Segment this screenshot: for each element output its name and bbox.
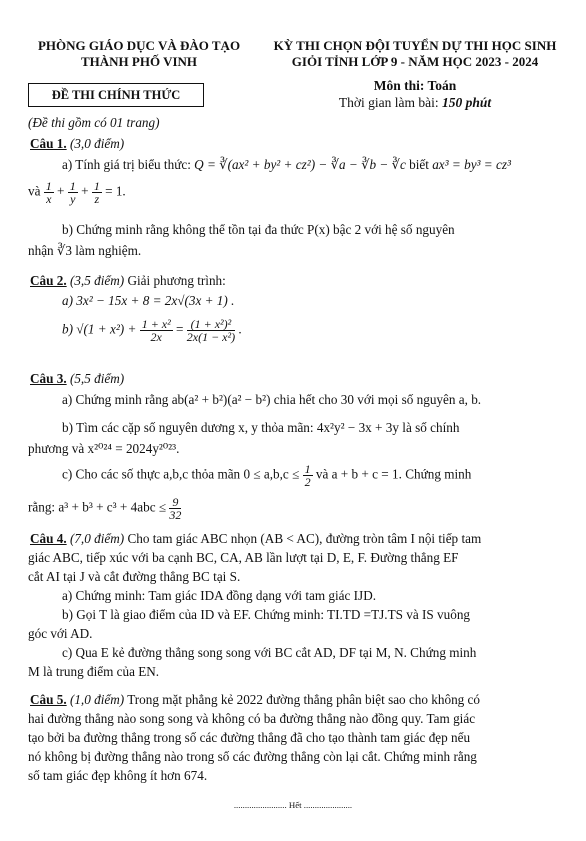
q3-b-line1: b) Tìm các cặp số nguyên dương x, y thỏa mãn: 4x²y² − 3x + 3y là số chính (62, 420, 460, 435)
frac-1-over-y: $\frac{1}{y}$ (69, 179, 76, 206)
q1-a-equals: = 1. (105, 183, 126, 199)
q3-c-bound: $\frac{9}{32}$ (169, 495, 182, 522)
time-line (250, 94, 580, 111)
q5-points: (1,0 điểm) (69, 692, 125, 707)
q2-part-a: a) 3x² − 15x + 8 = 2x√(3x + 1) . (62, 293, 235, 308)
q4-points: (7,0 điểm) (69, 531, 125, 546)
q5-line4: nó không bị đường thẳng nào trong số các đường thẳng còn lại cắt. Chứng minh rằng (28, 749, 477, 764)
exam-title-line-2: GIỎI TỈNH LỚP 9 - NĂM HỌC 2023 - 2024 (291, 54, 539, 69)
q1-b-line1: b) Chứng minh rằng không thể tồn tại đa thức P(x) bậc 2 với hệ số nguyên (62, 222, 455, 237)
q1-title: Câu 1. (30, 136, 67, 151)
q5-line1-text: Trong mặt phẳng kẻ 2022 đường thẳng phân biệt sao cho không có (127, 692, 481, 707)
official-exam-box: ĐỀ THI CHÍNH THỨC (28, 83, 204, 107)
q4-title: Câu 4. (30, 531, 67, 546)
q1-part-a-line2: và $\frac{1}{x}$ + $\frac{1}{y}$ + $\frac{1}{z}$ = 1. (28, 179, 126, 206)
q4-line1-text: Cho tam giác ABC nhọn (AB < AC), đường tròn tâm I nội tiếp tam (127, 531, 482, 546)
q4-c-line2: M là trung điểm của EN. (28, 664, 160, 679)
q3-b-line2: phương và x²⁰²⁴ = 2024y²⁰²³. (28, 441, 180, 456)
q4-line2: giác ABC, tiếp xúc với ba cạnh BC, CA, AB lần lượt tại D, E, F. Đường thẳng EF (28, 550, 459, 565)
exam-title (250, 38, 580, 70)
q3-c-suffix: và a + b + c = 1. Chứng minh (315, 466, 472, 482)
q4-line1 (30, 529, 481, 548)
q1-a-condition: ax³ = by³ = cz³ (432, 157, 511, 172)
q2-b-fraction-1: $\frac{\text{1 + x²}}{2x}$ (141, 317, 171, 344)
q5-line5: số tam giác đẹp không ít hơn 674. (28, 768, 208, 783)
q3-c-inequality: rằng: a³ + b³ + c³ + 4abc ≤ (28, 499, 167, 515)
q3-c-half: $\frac{1}{2}$ (304, 462, 311, 489)
q2-b-prefix: b) √(1 + x²) + (62, 321, 137, 337)
q3-heading (30, 369, 124, 388)
q2-part-b: b) √(1 + x²) + $\frac{\text{1 + x²}}{2x}$ = $\frac{\text{(1 + x²)²}}{\text{2x(1 − x²)}}$ . (62, 317, 242, 344)
time-value: 150 phút (441, 95, 492, 110)
q4-b-line2: góc với AD. (28, 626, 93, 641)
department-name (18, 38, 260, 70)
q4-b-line1: b) Gọi T là giao điểm của ID và EF. Chứng minh: TI.TD =TJ.TS và IS vuông (62, 607, 471, 622)
exam-title-line-1: KỲ THI CHỌN ĐỘI TUYỂN DỰ THI HỌC SINH (273, 38, 557, 53)
q1-a-prefix: a) Tính giá trị biểu thức: (62, 157, 191, 172)
q1-part-a (62, 155, 511, 174)
q1-points: (3,0 điểm) (69, 136, 125, 151)
department-line-2: THÀNH PHỐ VINH (80, 54, 198, 69)
q1-b-line2: nhận ∛3 làm nghiệm. (28, 243, 142, 258)
q2-title: Câu 2. (30, 273, 67, 288)
department-line-1: PHÒNG GIÁO DỤC VÀ ĐÀO TẠO (37, 38, 241, 53)
q4-line3: cắt AI tại J và cắt đường thẳng BC tại S. (28, 569, 241, 584)
q1-a-expression: Q = ∛(ax² + by² + cz²) − ∛a − ∛b − ∛c (194, 157, 406, 172)
frac-1-over-z: $\frac{1}{z}$ (93, 179, 100, 206)
q2-intro: Giải phương trình: (127, 273, 226, 288)
q3-part-a: a) Chứng minh rằng ab(a² + b²)(a² − b²) chia hết cho 30 với mọi số nguyên a, b. (62, 392, 482, 407)
q1-heading (30, 134, 124, 153)
q4-part-a: a) Chứng minh: Tam giác IDA đồng dạng với tam giác IJD. (62, 588, 377, 603)
q5-line1 (30, 690, 480, 709)
q3-c-line1 (62, 463, 471, 488)
q5-line3: tạo bởi ba đường thẳng trong số các đường thẳng đã cho tạo thành tam giác đẹp nếu (28, 730, 471, 745)
pages-note: (Đề thi gồm có 01 trang) (28, 115, 160, 130)
q4-c-line1: c) Qua E kẻ đường thẳng song song với BC cắt AD, DF tại M, N. Chứng minh (62, 645, 477, 660)
frac-1-over-x: $\frac{1}{x}$ (45, 179, 52, 206)
q3-c-prefix: c) Cho các số thực a,b,c thỏa mãn 0 ≤ a,b,c ≤ (62, 466, 300, 482)
q1-a-knowing: biết (409, 157, 429, 172)
subject-label: Môn thi: Toán (373, 78, 457, 93)
end-marker: ........................ Hết ...................... (233, 800, 353, 810)
q1-a-and: và (28, 183, 41, 199)
q5-line2: hai đường thẳng nào song song và không có ba đường thẳng nào đồng quy. Tam giác (28, 711, 476, 726)
time-label: Thời gian làm bài: (338, 95, 439, 110)
q3-title: Câu 3. (30, 371, 67, 386)
q3-points: (5,5 điểm) (69, 371, 125, 386)
q3-c-line2 (28, 496, 181, 521)
subject-block (250, 77, 580, 111)
q5-title: Câu 5. (30, 692, 67, 707)
q2-points: (3,5 điểm) (69, 273, 125, 288)
q2-heading (30, 271, 226, 290)
q2-b-end: . (238, 321, 242, 337)
q2-b-fraction-2: $\frac{\text{(1 + x²)²}}{\text{2x(1 − x²)}}$ (186, 317, 236, 344)
